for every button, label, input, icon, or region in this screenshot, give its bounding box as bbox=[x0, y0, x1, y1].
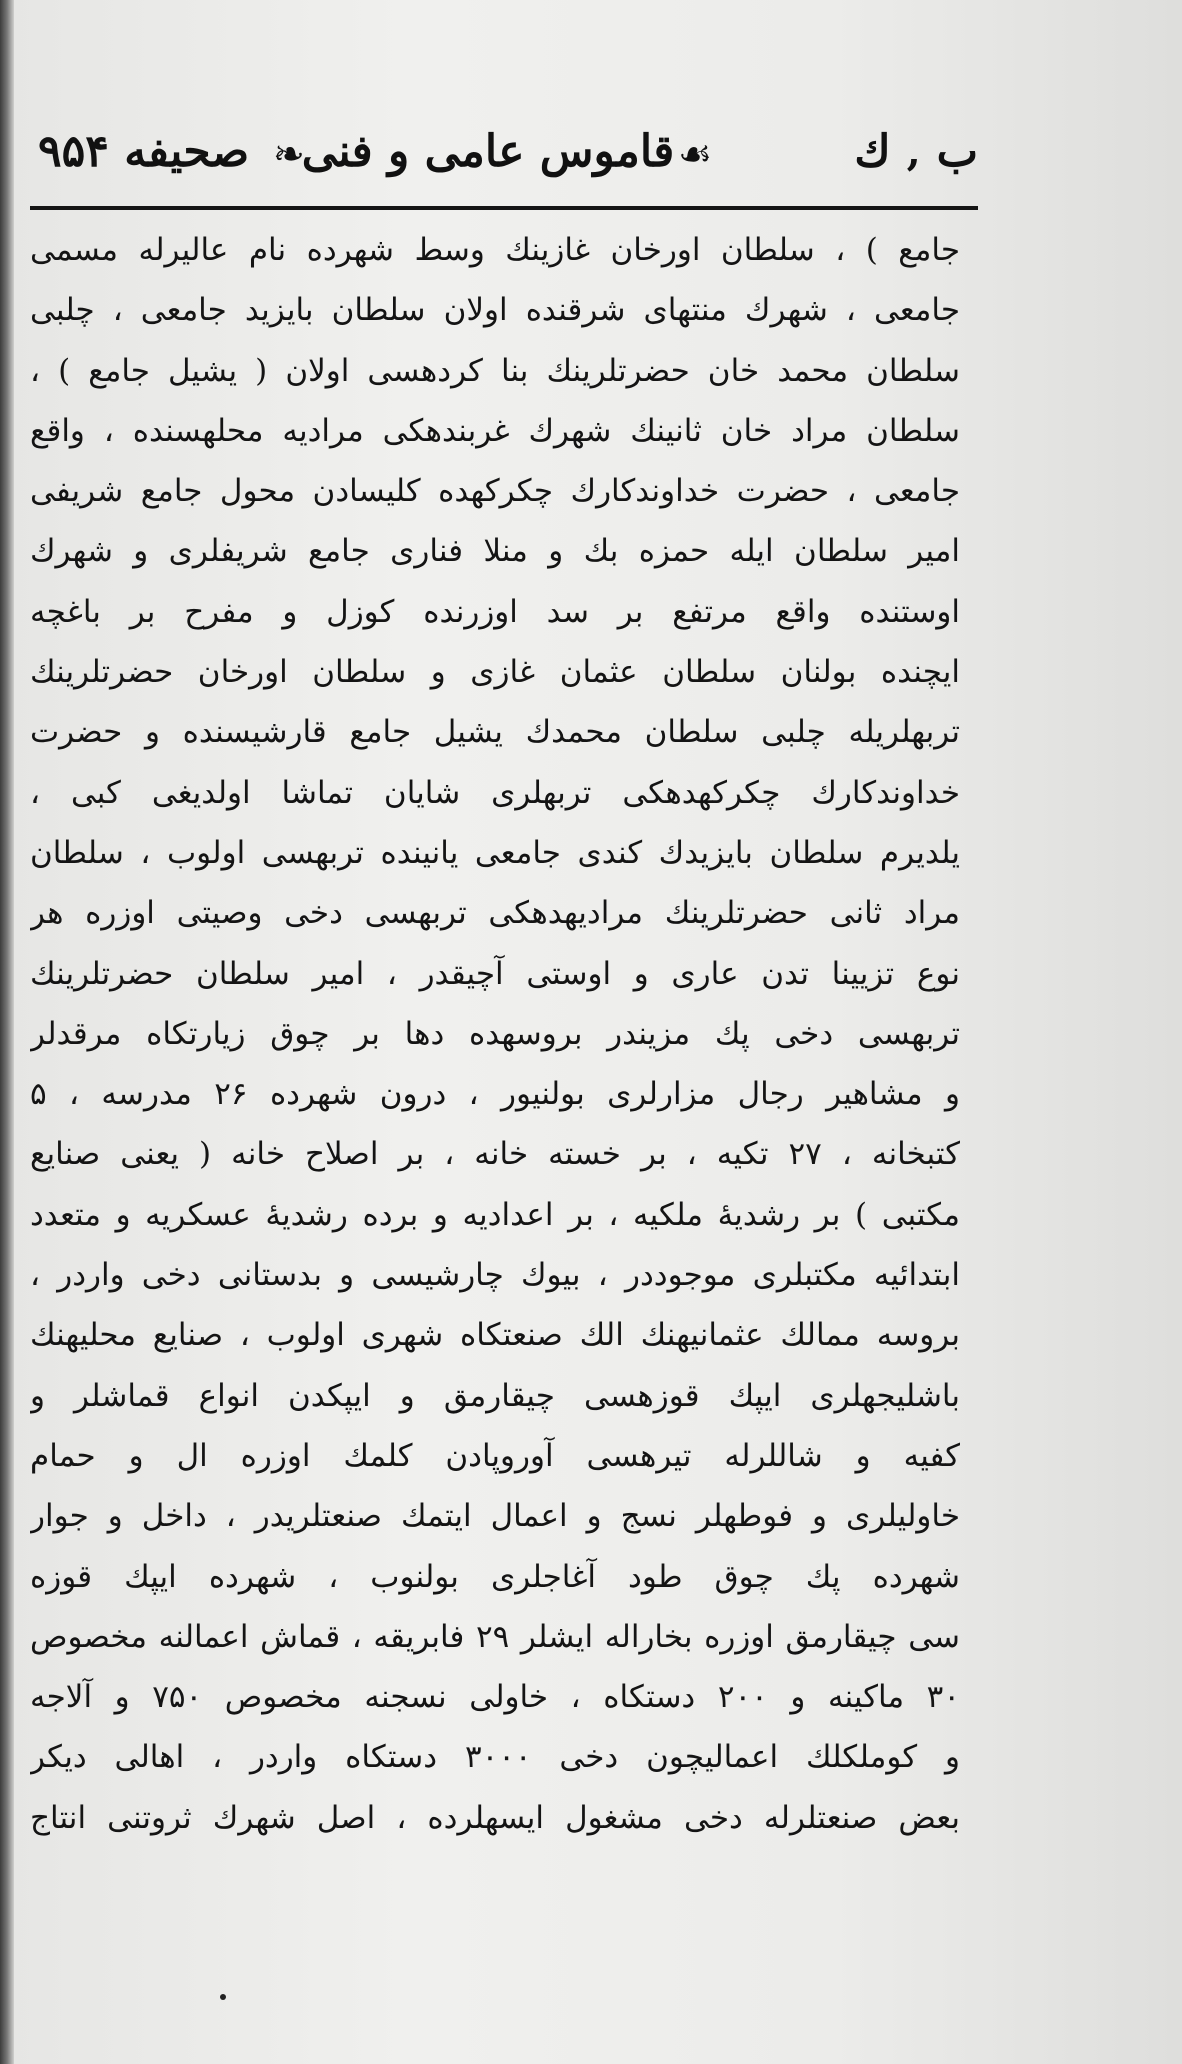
text-line: خداوندكارك چكركهدهكى تربهلرى شايان تماشا اولديغى كبى ، bbox=[30, 774, 960, 811]
page-edge-shadow bbox=[0, 0, 14, 2064]
text-line: خاوليلرى و فوطهلر نسج و اعمال ايتمك صنعتلريدر ، داخل و جوار bbox=[30, 1498, 960, 1535]
text-line: بعض صنعتلرله دخى مشغول ايسهلرده ، اصل شهرك ثروتنى انتاج bbox=[30, 1799, 960, 1836]
text-line: كتبخانه ، ۲۷ تكيه ، بر خسته خانه ، بر اصلاح خانه ( يعنى صنايع bbox=[30, 1136, 960, 1173]
text-line: تربهسى دخى پك مزيندر بروسهده دها بر چوق زيارتكاه مرقدلر bbox=[30, 1015, 960, 1052]
text-line: جامعى ، حضرت خداوندكارك چكركهده كليسادن محول جامع شريفى bbox=[30, 473, 960, 510]
text-line: سلطان مراد خان ثانينك شهرك غربندهكى مراديه محلهسنده ، واقع bbox=[30, 412, 960, 449]
text-line: سلطان محمد خان حضرتلرينك بنا كردهسى اولان ( يشيل جامع ) ، bbox=[30, 352, 960, 389]
text-line: اوستنده واقع مرتفع بر سد اوزرنده كوزل و مفرح بر باغچه bbox=[30, 593, 960, 630]
text-line: سى چيقارمق اوزره بخاراله ايشلر ۲۹ فابريقه ، قماش اعمالنه مخصوص bbox=[30, 1618, 960, 1655]
text-line: بروسه ممالك عثمانيهنك الك صنعتكاه شهرى اولوب ، صنايع محليهنك bbox=[30, 1317, 960, 1354]
section-letters: ب ‚ ك bbox=[854, 126, 978, 177]
text-line: و كوملكلك اعماليچون دخى ۳۰۰۰ دستكاه واردر ، اهالى ديكر bbox=[30, 1739, 960, 1776]
header-rule bbox=[30, 206, 978, 210]
text-line: جامع ) ، سلطان اورخان غازينك وسط شهرده نام عاليرله مسمى bbox=[30, 232, 960, 268]
page-number: صحيفه ۹۵۴ bbox=[38, 126, 250, 177]
fleuron-icon: ☙ bbox=[678, 132, 713, 176]
text-line: نوع تزيينا تدن عارى و اوستى آچيقدر ، امير سلطان حضرتلرينك bbox=[30, 955, 960, 992]
text-line: شهرده پك چوق طود آغاجلرى بولنوب ، شهرده ايپك قوزه bbox=[30, 1558, 960, 1595]
text-line: جامعى ، شهرك منتهاى شرقنده اولان سلطان بايزيد جامعى ، چلبى bbox=[30, 292, 960, 329]
text-line: مكتبى ) بر رشديهٔ ملكيه ، بر اعداديه و برده رشديهٔ عسكريه و متعدد bbox=[30, 1196, 960, 1233]
body-text bbox=[30, 220, 960, 1848]
text-line: و مشاهير رجال مزارلرى بولنيور ، درون شهرده ۲۶ مدرسه ، ۵ bbox=[30, 1076, 960, 1113]
text-line: باشليجهلرى ايپك قوزهسى چيقارمق و ايپكدن انواع قماشلر و bbox=[30, 1377, 960, 1414]
text-line: ۳۰ ماكينه و ۲۰۰ دستكاه ، خاولى نسجنه مخصوص ۷۵۰ و آلاجه bbox=[30, 1679, 960, 1716]
ink-speck bbox=[220, 1994, 226, 2000]
page-header bbox=[38, 96, 978, 206]
text-line: مراد ثانى حضرتلرينك مراديهدهكى تربهسى دخى وصيتى اوزره هر bbox=[30, 895, 960, 932]
text-line: تربهلريله چلبى سلطان محمدك يشيل جامع قارشيسنده و حضرت bbox=[30, 714, 960, 751]
running-title: قاموس عامى و فنى bbox=[301, 126, 675, 177]
text-line: امير سلطان ايله حمزه بك و منلا فنارى جامع شريفلرى و شهرك bbox=[30, 533, 960, 570]
text-line: كفيه و شاللرله تيرهسى آوروپادن كلمك اوزره ال و حمام bbox=[30, 1437, 960, 1474]
text-line: يلديرم سلطان بايزيدك كندى جامعى يانينده تربهسى اولوب ، سلطان bbox=[30, 834, 960, 871]
text-line: ايچنده بولنان سلطان عثمان غازى و سلطان اورخان حضرتلرينك bbox=[30, 654, 960, 691]
text-line: ابتدائيه مكتبلرى موجوددر ، بيوك چارشيسى و بدستانى دخى واردر ، bbox=[30, 1257, 960, 1294]
fleuron-icon: ❧ bbox=[273, 132, 305, 176]
